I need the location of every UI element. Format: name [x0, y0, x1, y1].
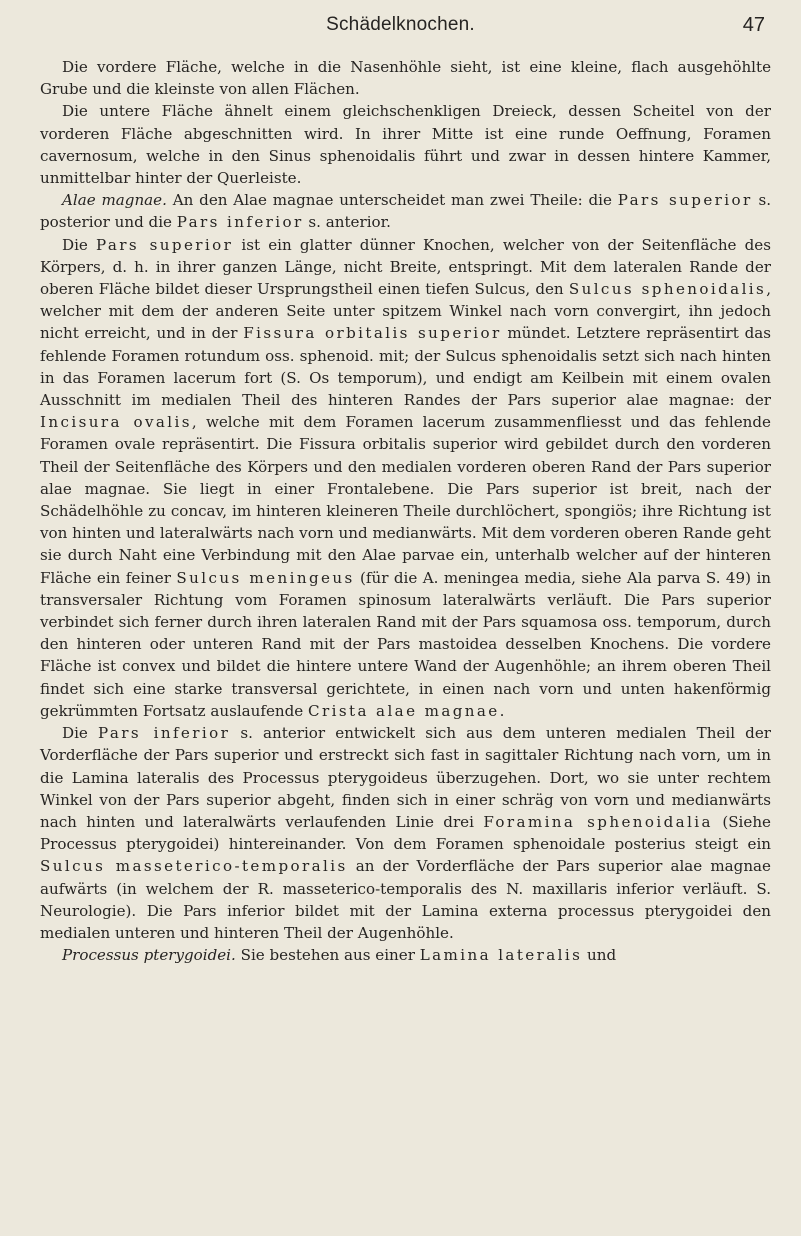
paragraph [40, 234, 771, 722]
spaced-term: Pars inferior [176, 213, 304, 232]
text-run: und [582, 946, 617, 965]
spaced-term: Pars superior [617, 191, 753, 210]
text-run: s. anterior. [303, 213, 391, 232]
text-run: Die untere Fläche ähnelt einem gleichschenkligen Dreieck, dessen Scheitel von der vorderen Fläche abgeschnitten wird. In ihrer Mitte ist eine runde Oeffnung, Foramen cavernosum, welche in den Sinus sphenoidalis führt und zwar in dessen hintere Kammer, unmittelbar hinter der Querleiste. [40, 102, 771, 188]
spaced-term: Crista alae magnae [308, 701, 500, 720]
text-run: (Siehe Processus pterygoidei) hintereinander. Von dem Foramen sphenoidale posterius steigt ein [40, 812, 771, 854]
text-run: Sie bestehen aus einer [235, 946, 420, 965]
italic-heading: Processus pterygoidei. [62, 946, 236, 965]
text-run: s. posterior und die [40, 191, 772, 232]
text-run: , welche mit dem Foramen lacerum zusammenfliesst und das fehlende Foramen ovale repräsentirt. Die Fissura orbitalis superior wird gebildet durch den vorderen Theil der Seitenfläche des Körpers und den medialen vorderen oberen Rand der Pars superior alae magnae. Sie liegt in einer Frontalebene. Die Pars superior ist breit, nach der Schädelhöhle zu concav, im hinteren kleineren Theile durchlöchert, spongiös; ihre Richtung ist von hinten und lateralwärts nach vorn und medianwärts. Mit dem vorderen oberen Rande geht sie durch Naht eine Verbindung mit den Alae parvae ein, unterhalb welcher auf der hinteren Fläche ein feiner [40, 413, 771, 587]
text-run: Die [62, 724, 99, 743]
spaced-term: Lamina lateralis [419, 946, 583, 965]
spaced-term: Sulcus sphenoidalis [568, 280, 767, 299]
text-run: an der Vorderfläche der Pars superior alae magnae aufwärts (in welchem der R. masseterico-temporalis des N. maxillaris inferior verläuft. S. Neurologie). Die Pars inferior bildet mit der Lamina externa processus pterygoidei den medialen unteren und hinteren Theil der Augenhöhle. [40, 857, 771, 942]
spaced-term: Pars inferior [98, 724, 231, 743]
text-run: Die [62, 235, 97, 254]
text-run: s. anterior entwickelt sich aus dem unteren medialen Theil der Vorderfläche der Pars superior und erstreckt sich fast in sagittaler Richtung nach vorn, um in die Lamina lateralis des Processus pterygoideus überzugehen. Dort, wo sie unter rechtem Winkel von der Pars superior abgeht, finden sich in einer schräg von vorn und medianwärts nach hinten und lateralwärts verlaufenden Linie drei [40, 724, 771, 831]
text-run: , welcher mit dem der anderen Seite unter spitzem Winkel nach vorn convergirt, ihn jedoch nicht erreicht, und in der [40, 280, 771, 343]
text-run: . [499, 701, 505, 720]
text-run: ist ein glatter dünner Knochen, welcher von der Seitenfläche des Körpers, d. h. in ihrer ganzen Länge, nicht Breite, entspringt. Mit dem lateralen Rande der oberen Fläche bildet dieser Ursprungstheil einen tiefen Sulcus, den [40, 235, 771, 299]
spaced-term: Sulcus meningeus [176, 568, 355, 587]
spaced-term: Sulcus masseterico-temporalis [40, 857, 348, 876]
italic-heading: Alae magnae. [62, 191, 167, 210]
text-run: An den Alae magnae unterscheidet man zwei Theile: die [166, 191, 618, 210]
paragraph [40, 722, 771, 944]
paragraph [40, 100, 771, 189]
spaced-term: Foramina sphenoidalia [483, 812, 713, 831]
text-run: Die vordere Fläche, welche in die Nasenhöhle sieht, ist eine kleine, flach ausgehöhlte Grube und die kleinste von allen Flächen. [40, 58, 771, 99]
paragraph [40, 56, 771, 100]
text-run: mündet. Letztere repräsentirt das fehlende Foramen rotundum oss. sphenoid. mit; der Sulcus sphenoidalis setzt sich nach hinten in das Foramen lacerum fort (S. Os temporum), und endigt am Keilbein mit einem ovalen Ausschnitt im medialen Theil des hinteren Randes der Pars superior alae magnae: der [40, 324, 772, 410]
spaced-term: Pars superior [96, 235, 234, 254]
paragraph [40, 189, 771, 233]
page-number: 47 [742, 14, 765, 36]
spaced-term: Fissura orbitalis superior [243, 324, 502, 343]
text-run: (für die A. meningea media, siehe Ala parva S. 49) in transversaler Richtung vom Foramen spinosum lateralwärts verläuft. Die Pars superior verbindet sich ferner durch ihren lateralen Rand mit der Pars squamosa oss. temporum, durch den hinteren oder unteren Rand mit der Pars mastoidea desselben Knochens. Die vordere Fläche ist convex und bildet die hintere untere Wand der Augenhöhle; an ihrem oberen Theil findet sich eine starke transversal gerichtete, in einen nach vorn und unten hakenförmig gekrümmten Fortsatz auslaufende [40, 568, 771, 720]
page-header [0, 14, 801, 40]
body-text [40, 56, 771, 966]
running-title: Schädelknochen. [326, 14, 475, 35]
paragraph [40, 944, 771, 966]
spaced-term: Incisura ovalis [40, 413, 192, 432]
